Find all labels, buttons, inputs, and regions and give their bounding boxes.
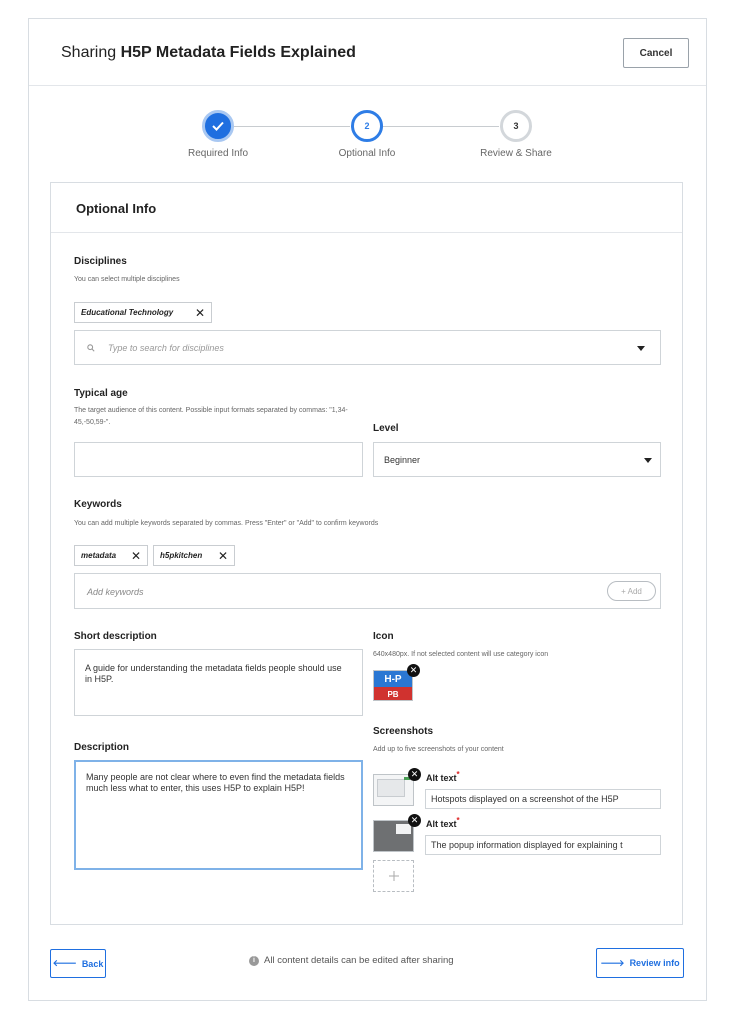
keywords-label: Keywords [74,499,122,510]
description-label: Description [74,742,130,753]
panel-title: Optional Info [76,201,157,216]
step-3-todo: 3 [500,110,532,142]
step-1-done [202,110,234,142]
remove-screenshot-button[interactable]: ✕ [408,814,421,827]
keywords-hint: You can add multiple keywords separated by commas. Press "Enter" or "Add" to confirm keywords [74,520,379,527]
icon-thumbnail[interactable] [373,670,413,701]
info-icon: i [249,956,259,966]
chevron-down-icon[interactable] [637,346,645,351]
remove-tag-icon[interactable]: ✕ [217,549,228,563]
typical-age-label: Typical age [74,388,128,399]
page-title: Sharing H5P Metadata Fields Explained [61,44,356,61]
icon-label: Icon [373,631,394,642]
chevron-down-icon[interactable] [644,458,652,463]
required-asterisk: * [456,816,460,825]
dialog-header [29,19,706,86]
add-keyword-button[interactable]: + Add [607,581,656,601]
required-asterisk: * [456,770,460,779]
step-1-label: Required Info [187,148,249,159]
plus-icon [388,870,400,882]
level-select[interactable] [373,442,661,477]
stepper-connector [383,126,499,127]
screenshots-hint: Add up to five screenshots of your content [373,746,504,753]
arrow-left-icon: 🡐 [52,958,77,968]
icon-hint: 640x480px. If not selected content will use category icon [373,651,549,658]
keyword-tag-label: h5pkitchen [160,551,203,560]
back-button[interactable]: 🡐 Back [50,949,106,978]
disciplines-search-placeholder: Type to search for disciplines [108,343,224,353]
keyword-tag [74,545,148,566]
alt-text-input[interactable]: The popup information displayed for explaining t [425,835,661,855]
short-description-label: Short description [74,631,157,642]
remove-screenshot-button[interactable]: ✕ [408,768,421,781]
disciplines-search[interactable] [74,330,661,365]
alt-text-label: Alt text* [426,816,460,829]
screenshot-preview [377,779,405,797]
level-label: Level [373,423,399,434]
remove-icon-button[interactable]: ✕ [407,664,420,677]
step-2-label: Optional Info [338,148,396,159]
search-icon [87,344,95,352]
stepper-connector [234,126,350,127]
keyword-tag-label: metadata [81,551,117,560]
keywords-placeholder: Add keywords [87,587,144,597]
short-description-input[interactable] [74,649,363,716]
add-screenshot-button[interactable] [373,860,414,892]
step-2-active: 2 [351,110,383,142]
screenshot-preview [396,824,411,834]
alt-text-input[interactable]: Hotspots displayed on a screenshot of the H5P [425,789,661,809]
description-input[interactable] [74,760,363,870]
panel-header [51,183,682,233]
short-description-value: A guide for understanding the metadata fields people should use in H5P. [85,663,342,684]
remove-tag-icon[interactable]: ✕ [130,549,141,563]
step-3-label: Review & Share [480,148,552,159]
check-icon [212,121,224,131]
level-selected: Beginner [384,455,421,465]
disciplines-hint: You can select multiple disciplines [74,276,180,283]
screenshot-thumbnail[interactable] [373,820,414,852]
h5p-logo: H-P [374,671,412,687]
keywords-input[interactable] [74,573,661,609]
arrow-right-icon: 🡒 [600,957,625,968]
alt-text-label: Alt text* [426,770,460,783]
h5p-logo-sub: PB [374,687,412,701]
discipline-tag [74,302,212,323]
share-dialog [28,18,707,1001]
disciplines-label: Disciplines [74,256,127,267]
typical-age-hint: The target audience of this content. Possible input formats separated by commas: "1,34-45,-50,59-". [74,407,348,426]
discipline-tag-label: Educational Technology [81,308,174,317]
screenshots-label: Screenshots [373,726,434,737]
description-value: Many people are not clear where to even find the metadata fields much less what to enter, this uses H5P to explain H5P! [86,772,345,793]
screenshot-thumbnail[interactable] [373,774,414,806]
optional-info-panel [50,182,683,925]
typical-age-input[interactable] [74,442,363,477]
cancel-button[interactable]: Cancel [623,38,689,68]
review-info-button[interactable]: 🡒 Review info [596,948,684,978]
remove-tag-icon[interactable]: ✕ [194,306,205,320]
footer-info: i All content details can be edited after sharing [249,955,454,966]
keyword-tag [153,545,235,566]
